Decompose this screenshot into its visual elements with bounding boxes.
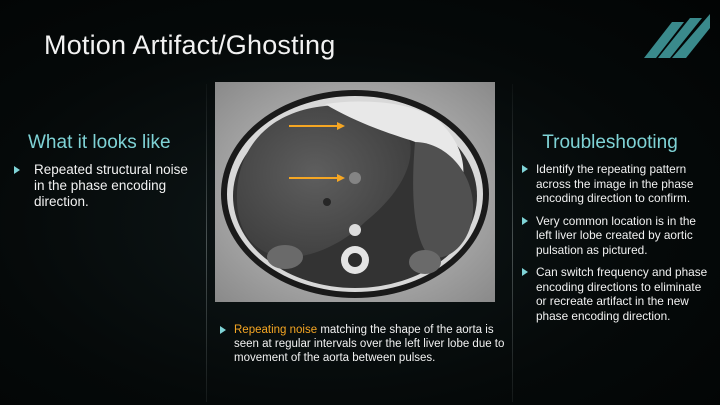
left-bullet-item: Repeated structural noise in the phase encoding direction. bbox=[28, 162, 198, 210]
left-heading: What it looks like bbox=[28, 132, 171, 153]
caption-text: matching the shape of the aorta is seen at regular intervals over the left liver lobe due to movement of the aorta between pulses. bbox=[234, 324, 505, 364]
bullet-icon bbox=[522, 165, 528, 173]
bullet-icon bbox=[522, 268, 528, 276]
right-bullet-item: Can switch frequency and phase encoding directions to eliminate or recreate artifact in the new phase encoding direction. bbox=[522, 265, 712, 323]
slide-title: Motion Artifact/Ghosting bbox=[44, 30, 336, 60]
bullet-icon bbox=[14, 166, 20, 174]
logo-stripes-icon bbox=[630, 14, 710, 60]
right-bullet-list bbox=[522, 162, 712, 323]
divider-left bbox=[206, 84, 207, 402]
right-bullet-item: Identify the repeating pattern across the image in the phase encoding direction to confirm. bbox=[522, 162, 712, 206]
left-bullet-list bbox=[28, 162, 198, 210]
bullet-icon bbox=[522, 217, 528, 225]
right-bullet-item: Very common location is in the left liver lobe created by aortic pulsation as pictured. bbox=[522, 214, 712, 258]
right-heading: Troubleshooting bbox=[542, 132, 678, 153]
right-column bbox=[522, 132, 712, 331]
mri-image bbox=[215, 82, 495, 302]
bullet-icon bbox=[220, 326, 226, 334]
left-column bbox=[28, 132, 198, 218]
mri-axial-abdomen-image bbox=[215, 82, 495, 302]
caption-highlight: Repeating noise bbox=[234, 324, 318, 336]
image-caption bbox=[234, 323, 506, 365]
